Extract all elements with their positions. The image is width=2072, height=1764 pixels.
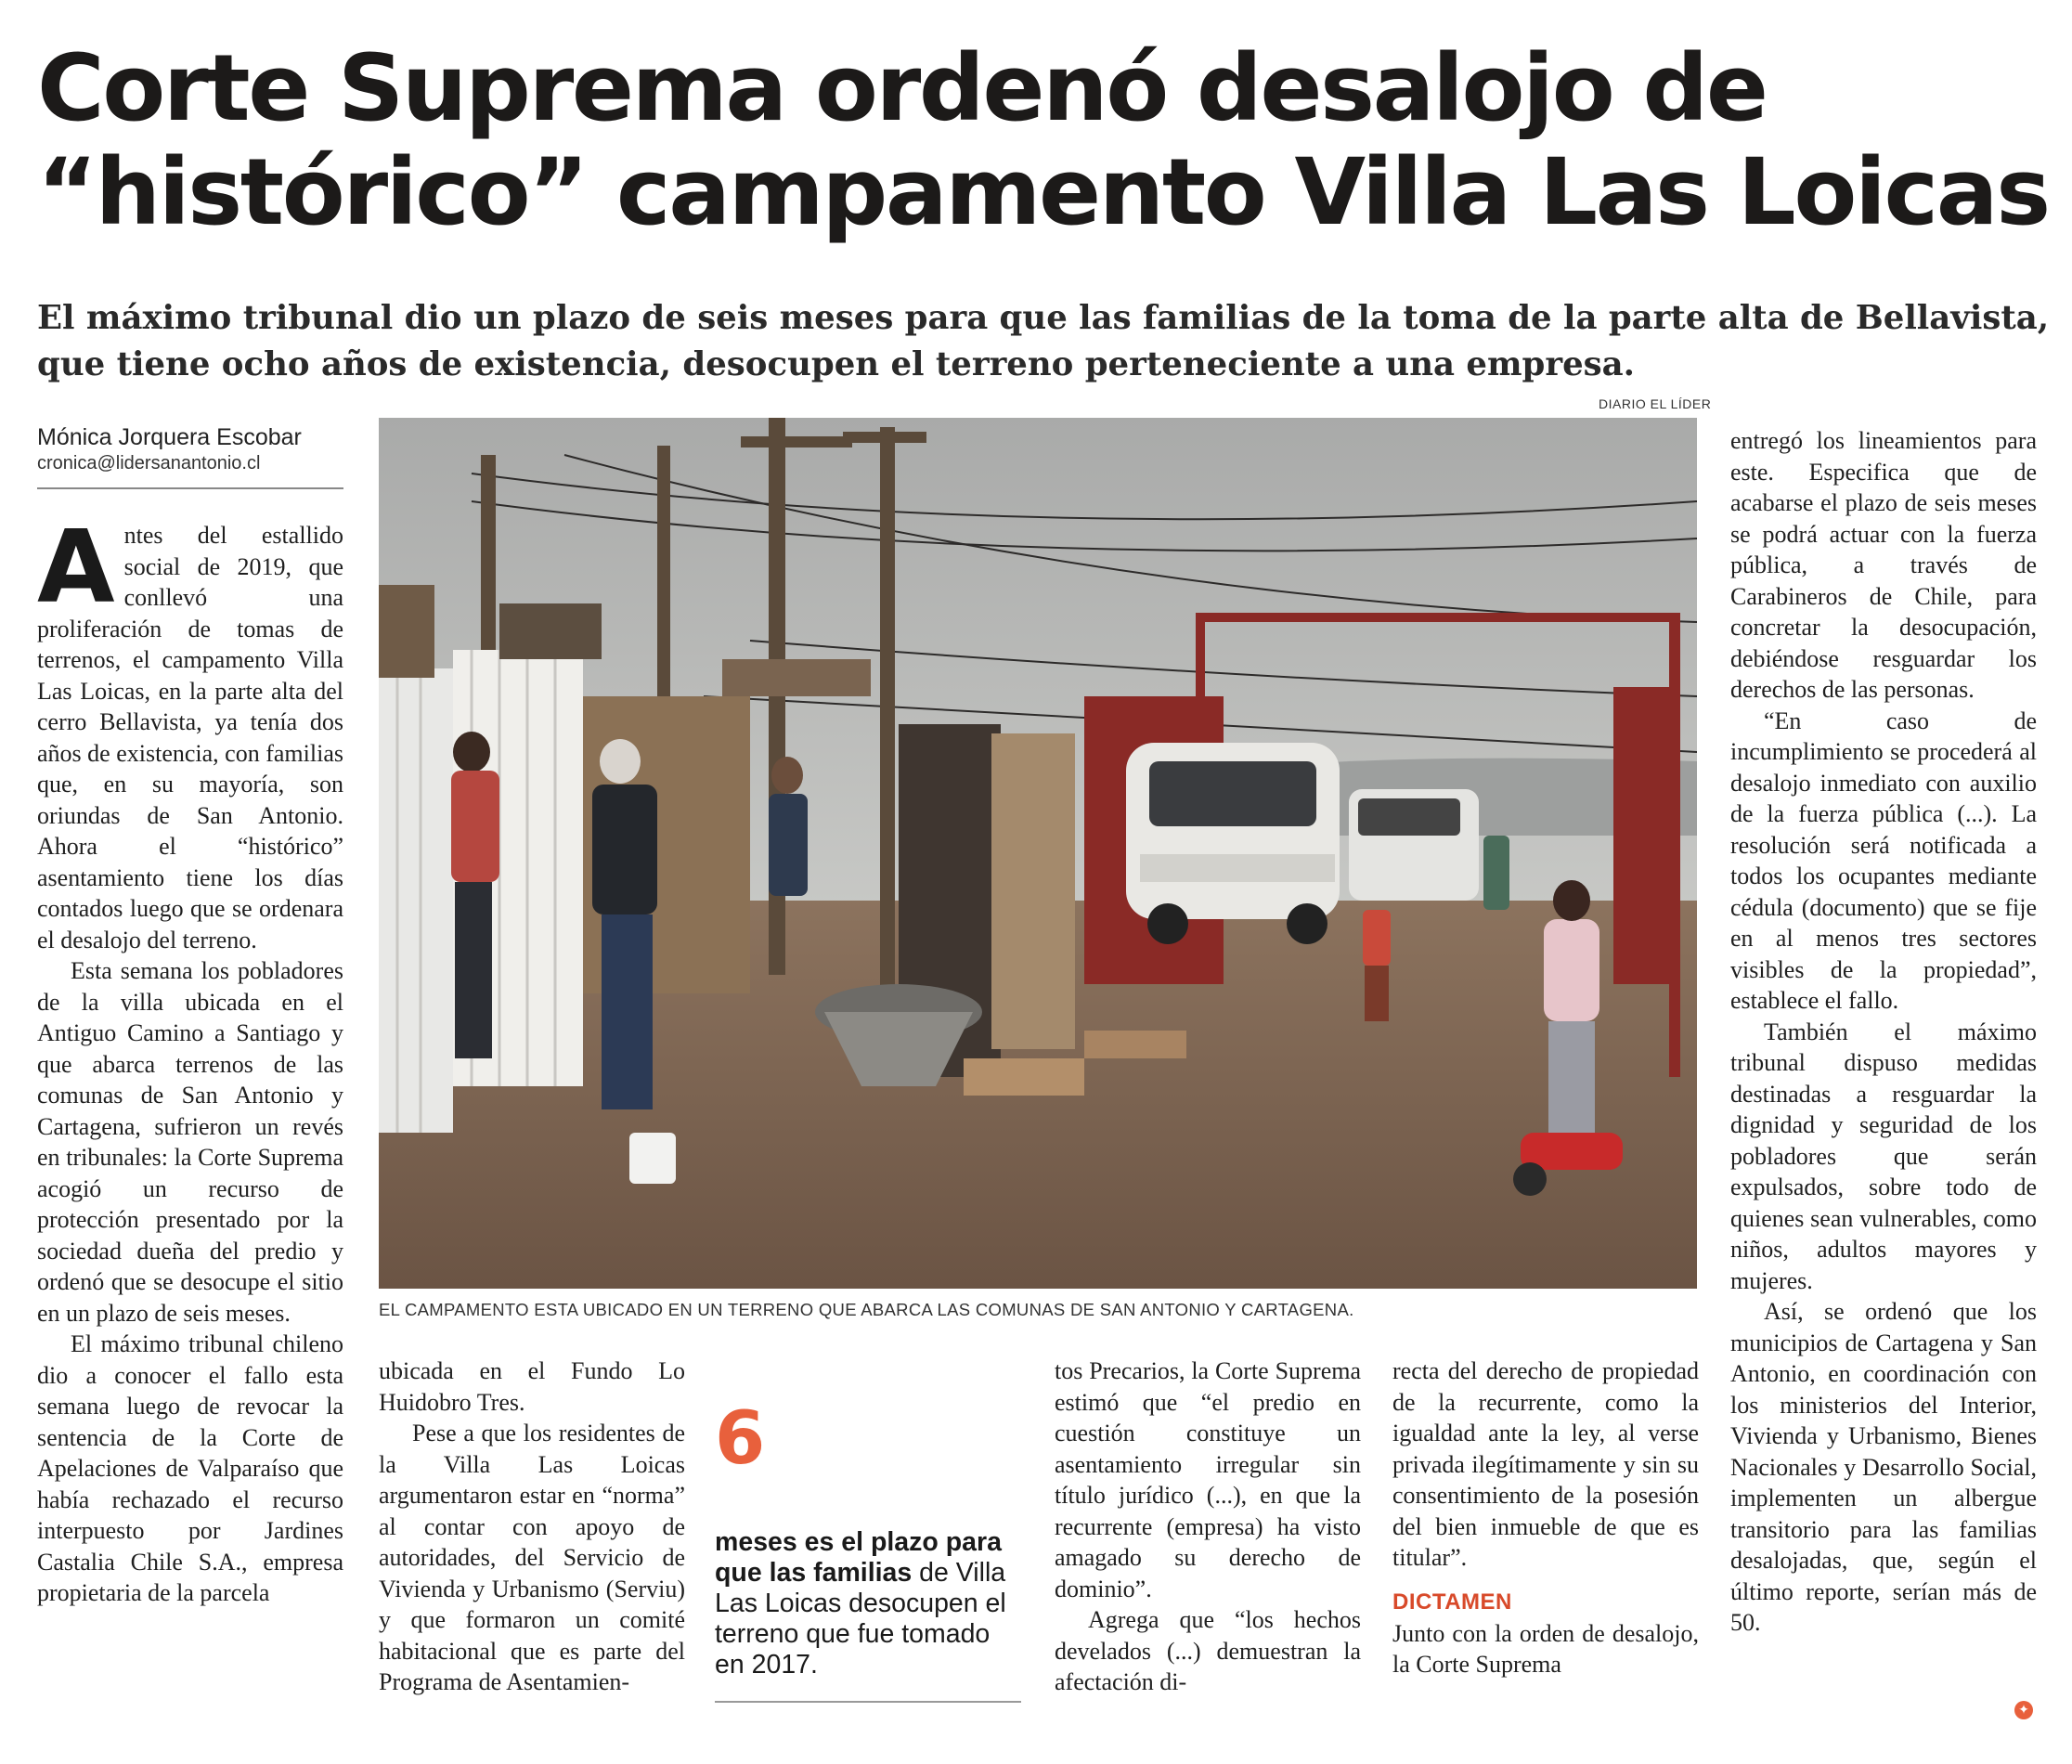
- paragraph: recta del derecho de propiedad de la recurrente, como la igualdad ante la ley, al verse privada ilegítimamente y sin su consentimiento de la posesión del bien inmueble de que es titular”.: [1392, 1357, 1699, 1571]
- byline: [37, 423, 343, 475]
- callout-rest-text: de Villa Las Loicas desocupen el terreno que fue tomado en 2017.: [715, 1558, 1006, 1680]
- article-column-6: [1730, 425, 2037, 1639]
- headline-line-2: “histórico” campamento Villa Las Loicas: [37, 139, 2049, 246]
- article-column-2: [379, 1355, 685, 1698]
- paragraph: tos Precarios, la Corte Suprema estimó que “el predio en cuestión constituye un asentamiento irregular sin título jurídico (...), en que la recurrente (empresa) ha visto amagado su derecho de dominio”.: [1055, 1357, 1361, 1602]
- callout-text: [715, 1527, 1021, 1680]
- callout-bold-text: meses es el plazo para que las familias: [715, 1527, 1002, 1588]
- drop-cap: A: [37, 510, 115, 626]
- photo-credit: DIARIO EL LÍDER: [1599, 396, 1712, 411]
- byline-author: Mónica Jorquera Escobar: [37, 424, 302, 450]
- paragraph: Junto con la orden de desalojo, la Corte Suprema: [1392, 1619, 1699, 1678]
- paragraph: Agrega que “los hechos develados (...) demuestran la afectación di-: [1055, 1606, 1361, 1695]
- paragraph: También el máximo tribunal dispuso medidas destinadas a resguardar la dignidad y seguridad de los pobladores que serán expulsados, sobre todo de quienes sean vulnerables, como niños, adultos mayores y mujeres.: [1730, 1018, 2037, 1294]
- byline-divider: [37, 487, 343, 489]
- headline: [37, 35, 2049, 246]
- callout-divider: [715, 1701, 1021, 1703]
- paragraph: ubicada en el Fundo Lo Huidobro Tres.: [379, 1357, 685, 1416]
- headline-line-1: Corte Suprema ordenó desalojo de: [37, 35, 1767, 142]
- photo-caption: EL CAMPAMENTO ESTA UBICADO EN UN TERRENO QUE ABARCA LAS COMUNAS DE SAN ANTONIO Y CARTAGENA.: [379, 1300, 1354, 1319]
- section-subhead: DICTAMEN: [1392, 1589, 1512, 1615]
- campamento-photo-illustration: [379, 418, 1697, 1289]
- article-column-4: [1055, 1355, 1361, 1698]
- paragraph: Así, se ordenó que los municipios de Cartagena y San Antonio, en coordinación con los ministerios del Interior, Vivienda y Urbanismo, Bienes Nacionales y Desarrollo Social, implementen un albergue transitorio para las familias desalojadas, que, según el último reporte, serían más de 50.: [1730, 1298, 2037, 1636]
- byline-email: cronica@lidersanantonio.cl: [37, 453, 261, 473]
- article-column-1: [37, 510, 343, 1609]
- deck-subtitle: El máximo tribunal dio un plazo de seis meses para que las familias de la toma de la parte alta de Bellavista, que tiene ocho años de existencia, desocupen el terreno perteneciente a una empresa.: [37, 299, 2050, 383]
- paragraph: entregó los lineamientos para este. Especifica que de acabarse el plazo de seis meses se podrá actuar con la fuerza pública, a través de Carabineros de Chile, para concretar la desocupación, debiéndose resguardar los derechos de las personas.: [1730, 427, 2037, 703]
- end-of-article-icon: ✦: [2014, 1701, 2033, 1719]
- article-column-5: [1392, 1355, 1699, 1680]
- paragraph: Esta semana los pobladores de la villa ubicada en el Antiguo Camino a Santiago y que abarca terrenos de las comunas de San Antonio y Cartagena, sufrieron un revés en tribunales: la Corte Suprema acogió un recurso de protección presentado por la sociedad dueña del predio y ordenó que se desocupe el sitio en un plazo de seis meses.: [37, 957, 343, 1327]
- paragraph: “En caso de incumplimiento se procederá al desalojo inmediato con auxilio de la fuerza pública (...). La resolución será notificada a todos los ocupantes mediante cédula (documento) que se fije en al menos tres sectores visibles de la propiedad”, establece el fallo.: [1730, 707, 2037, 1014]
- paragraph: Pese a que los residentes de la Villa Las Loicas argumentaron estar en “norma” al contar con apoyo de autoridades, del Servicio de Vivienda y Urbanismo (Serviu) y que formaron un comité habitacional que es parte del Programa de Asentamien-: [379, 1420, 685, 1695]
- paragraph: [37, 510, 343, 955]
- callout-number: 6: [715, 1397, 766, 1481]
- paragraph: El máximo tribunal chileno dio a conocer el fallo esta semana luego de revocar la sentencia de la Corte de Apelaciones de Valparaíso que había rechazado el recurso interpuesto por Jardines Castalia Chile S.A., empresa propietaria de la parcela: [37, 1330, 343, 1606]
- pull-quote-callout: [715, 1397, 1021, 1703]
- article-photo: [379, 418, 1697, 1289]
- paragraph-text: ntes del estallido social de 2019, que conllevó una proliferación de tomas de terrenos, el campamento Villa Las Loicas, en la parte alta del cerro Bellavista, ya tenía dos años de existencia, con familias que, en su mayoría, son oriundas de San Antonio. Ahora el “histórico” asentamiento tiene los días contados luego que se ordenara el desalojo del terreno.: [37, 522, 343, 953]
